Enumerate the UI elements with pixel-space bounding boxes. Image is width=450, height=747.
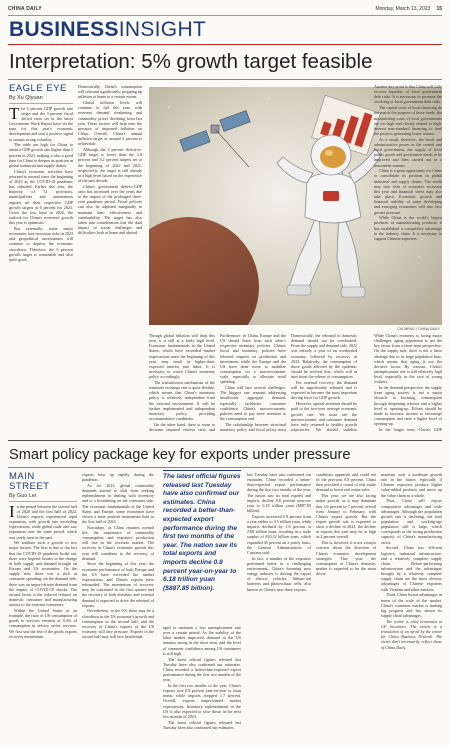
article2-column-6 <box>381 472 442 740</box>
paragraph: Since the beginning of this year, the economic performance of both Europe and the US have exceeded the market expectations, and China's exports have rebounded. The momentum of recovery may be continued in the first quarter and the recovery of both domestic and external demand is expected to drive the rebound of exports. <box>82 561 154 608</box>
paragraph: Although the 3 percent deficit-to-GDP target is lower than the 2.8 percent and 3.2 percent targets set at the beginning of 2022 and 2021, respectively, the target is still already at a high level based on the experience of the past decade. <box>78 147 142 183</box>
paragraph: Nevertheless, in the US, there may be a slowdown in the US economy's growth and consumption in the second half, and the recovery of China's exports of the US economy will face pressure. Exports in the second half may still face headwinds. <box>82 608 154 640</box>
paragraph: In the longer term, China's GDP <box>379 427 442 432</box>
paragraph: Furthermore, in China, Europe and the US should learn from each other's respective monetary policies. China's fiscal and monetary policies have released impacts on production and investment, while the Europe and the US have done more to mobilize consumption on a macroeconomic scale, especially to alleviate retail spending. <box>220 333 286 385</box>
paragraph: aged to maintain a low unemployment rate over a certain period. As the stability of the labor market improved, demand in the US remains strong in the short term, and the level of consumer confidence among US consumers is still high. <box>163 625 241 656</box>
paragraph: China is a great opportunity for China to consolidate its position in global industrial and supply chains. The world may face risks of economic recession this year and financial stress may also take place. Economic growth and financial stability of some developing and emerging economies will also face greater pressure. <box>374 168 442 215</box>
drop-cap: T <box>9 103 20 123</box>
kicker-rule <box>9 501 77 502</box>
article2-column-5 <box>316 472 376 740</box>
paragraph: As for 2023, global commodity demands started to shift from seeking replenishment to dealing with inventory and to a broadening on the consumer side. The economic fundamentals of the United States and Europe, some economies have shown a more positive momentum than in the first half of 2022. <box>82 482 154 524</box>
paragraph: However, special attention should be paid to the two-year average economic growth rate. We must see the macroeconomic and consumer demand have truly returned to healthy growth trajectories. We should stabilize <box>291 401 357 432</box>
paragraph: For external recovery, the demand will be significantly released and is expected to become the most important driving force for GDP growth. <box>291 380 357 401</box>
paragraph: As a result, therefore, the fiscal and administrative power in the central and local government, the supply of local public goods and governance needs to be improved and then carried out in a reasonable manner. <box>374 136 442 168</box>
section-rule <box>8 44 442 45</box>
paragraph: In fact, a number of the exporters performed better in a challenging environment. China's booming new energy industry is driving the export of electric vehicles, lithium-ion batteries and photovoltaic cells, also known as China's new three exports. <box>247 555 311 592</box>
paragraph: experts bear up rapidly during the pandemic. <box>82 472 154 483</box>
article1-column-5 <box>291 333 357 433</box>
paragraph: The transmission mechanism of the renminbi exchange rate is quite flexible, which means that China's monetary policy is relatively independent from the external environment. It will be further implemented and independent monetary policy, providing accommodative conditions. <box>149 380 215 422</box>
author-note: The writer is chief economist at GF Securities. The article is a translation of an op-ed by the writer for China Business Network. The views don't necessarily reflect those of China Daily. <box>381 618 442 650</box>
paragraph: n the period between the second half of 2020 and the first half of 2022, China's exports experienced rapid expansion, with growth rate exceeding expectations, while global trade also saw expansion over the same period, which was rarely seen in the past. <box>9 503 77 540</box>
paragraph: The capital costs of local financing do not match the purpose of those funds, the mismatching costs of local governments are too high and closely related to high-interest non-standard financing to fund the projects generating lower returns. <box>374 105 442 136</box>
article2-column-3 <box>163 625 241 740</box>
paragraph: In the demand perspective, the supply from aging society is not a major obstacle to boosting consumption through deepening reforms and a higher level of opening-up. Efforts should be made to increase income to encourage consumption and raise a higher level of opening-up. <box>374 385 442 427</box>
paragraph: conditions appeared, and could not fit the previous 0.8 percent. China then provided a round of real estate demand to boost real estate sales. <box>316 472 376 493</box>
paragraph: The odds are high for China to attain a GDP growth rate higher than 5 percent in 2023, making it also a good time for China to deepen its position in global industrial and supply chains. <box>9 142 73 168</box>
paragraph: This is, however, it is not a major concern about the direction of China's economic development strategies. This year, the consumption of China's domestic market is expected to be the main driver. <box>316 540 376 577</box>
paragraph: he 5 percent GDP growth rate target and the 3 percent fiscal deficit ratio set in the latest Government Work Report have set the tone for this year's economic development and sent a positive signal to sustain strong volatility. <box>9 105 73 142</box>
section-title-light: INSIGHT <box>118 18 207 41</box>
article1-column-7 <box>374 333 442 433</box>
issue-date: Monday, March 13, 2023 <box>375 6 431 12</box>
paragraph: Though global inflation will drop this year, it is still at a fairly high level. Economic fundamentals in the United States, which have exceeded market expectations since the beginning of this year, may result in higher-than-expected interest rate hikes. It is necessary to watch China's monetary policy accordingly. <box>149 333 215 380</box>
paragraph: Domestically, China's consumption will rebound significantly, propping up inflation at home to a certain extent. <box>78 84 142 100</box>
paragraph: The latest official figures released last Tuesday have also confirmed our estimates. <box>163 719 241 730</box>
byline: By Guo Lei <box>9 493 37 499</box>
main-headline: Interpretation: 5% growth target feasible <box>9 50 373 73</box>
paragraph: While China is the world's largest producer of manufacturing products, it has established a competitive advantage in the industry chain. It is necessary to support Chinese exporters. <box>374 215 442 241</box>
paragraph: China's economic activities have returned to normal since the beginning of 2023 as the COVID-19 pandemic has subsided. Earlier this year, the majority of 31 provinces, municipalities and autonomous regions set their respective GDP growth targets at 6 percent for 2023. Given the low base in 2022, the outlook for China's economic growth this year is optimistic. <box>9 168 73 226</box>
article1-column-2 <box>78 84 142 432</box>
paragraph: Thus, China still enjoys comparative advantages and wide advantages. Although the population growth rate is declining, the total population and working-age population still is large, which corresponds to the strong production capacity of China's manufacturing sector. <box>381 498 442 545</box>
paragraph: Another key point is that China will fully recover liquidity of local government debt risks. It is necessary to promote the resolving of local government debt risks. <box>374 84 442 105</box>
paragraph: last Tuesday have also confirmed our estimates. China recorded a better-than-expected export performance during the first two months of the year. The nation saw its total exports and imports decline 0.8 percent year-on-year to 6.18 trillion yuan ($887.85 billion). <box>247 472 311 514</box>
paragraph: Exports increased 0.9 percent from a year earlier to 3.5 trillion yuan, while imports declined by 1.6 percent to 2.68 trillion yuan, resulting in a trade surplus of 810.32 billion yuan, which expanded 45 percent on a yearly basis, the General Administration of Customs said. <box>247 513 311 555</box>
paragraph: Global inflation levels will continue to fall this year, with overseas demand weakening and commodity prices declining from last year. These factors will help ease the pressure of imported inflation on China. Overall, China's annual inflation target of around 3 percent is achievable. <box>78 100 142 147</box>
section-title-bold: BUSINESS <box>9 18 119 41</box>
paragraph: Second, China has efficient logistics, industrial infrastructure, and a relatively complete supply chain. Before-performing infrastructure and the advantages brought by a relatively complete supply chain are the most obvious advantages of Chinese exporters with Vietnam and other markets. <box>381 545 442 592</box>
drop-cap: I <box>9 501 15 521</box>
paragraph: Third, China boasts advantages in terms of the scale of the market. China's consumer market is making big progress and has shown its supply chain advantages. <box>381 592 442 618</box>
paragraph: The relationship between structural monetary policy and fiscal policy must <box>220 421 286 432</box>
headline-rule <box>8 79 442 80</box>
article-divider <box>8 440 442 441</box>
paragraph: China will face several challenges. The biggest one remains addressing insufficient aggregate demand, especially lackluster consumer confidence. China's macroeconomic policies need to pay more attention to the consumption end. <box>220 385 286 422</box>
paragraph: This year, we are also facing major growth, as it may dominate that 3.6 percent to 7 percent overall from January to February, with China's export growth. But the export growth rate is expected to show a decline in 2023, the decline in exports this year may be as high as 2 percent overall. <box>316 493 376 540</box>
paragraph: The latest official figures released last Tuesday have also confirmed our estimates. China recorded a better-than-expected export performance during the first two months of the year. <box>163 656 241 683</box>
page-number: 15 <box>436 6 442 12</box>
column-kicker: EAGLE EYE <box>9 84 67 94</box>
paragraph: Nowadays, as China resumes normal life, the importance of commodity consumption, and exporters' production will rise in the overseas market. The recovery in China's economic growth this year will contribute to the recovery of demand. <box>82 524 154 561</box>
second-headline: Smart policy package key for exports under pressure <box>9 447 351 463</box>
article1-column-4 <box>220 333 286 433</box>
paragraph: maintain such a moderate growth rate in the future, especially if Chinese exporters produce higher value-added products and move up the value chain as a whole. <box>381 472 442 498</box>
paragraph: While China's economy is facing major challenges, aging population is not the key factor from a short-term perspective. On the supply side, there is not a labor shortage due to its large population base, which means that aging is not the decisive factor. By contrast, China's unemployment rate is still relatively high level, especially in the case of young workers. <box>374 333 442 385</box>
article2-column-2 <box>82 472 154 740</box>
article2-column-1 <box>9 472 77 740</box>
publication-name: CHINA DAILY <box>8 6 42 12</box>
paragraph: Within the United States as an example, the ratio of US consumption of goods to services remains at 0.4% of consumption in service sector services. We first saw the rise of the goods exports recovery momentum. <box>9 607 77 639</box>
article1-column-3 <box>149 333 215 433</box>
pullquote-rule-top <box>163 470 241 471</box>
masthead-bar <box>8 3 442 16</box>
paragraph: But externally, some major economies face recession risks in 2023 and geopolitical uncertainties will continue to depress the economic slowdown. Therefore, the 5 percent growth target is reasonable and also quite good. <box>9 225 73 262</box>
column-kicker: MAIN STREET <box>9 472 50 492</box>
paragraph: In the first two months of the year, China's exports rose 0.9 percent year-on-year in yuan terms, while imports dropped 1.7 percent. Overall, exports outperformed market expectations. Inventory replenishment in the US is also expected to slow down in the next few months of 2023. <box>163 682 241 719</box>
paragraph: We attribute such a growth to two major factors. The first is due to the fact that the COVID-19 pandemic broke out, there were hopeful booms in the change in both supply and demand brought on Europe and US economies. On the supply side, there was a shift in consumer spending; on the demand side, there was an import-driven demand from the impact of COVID-19 shocks. The second factor is the reduced reliance on domestic consumer and manufacturing sectors to the external consumers. <box>9 540 77 608</box>
paragraph: On the other hand, there is room to decrease required reserve ratio and <box>149 421 215 432</box>
paragraph: Domestically, the rebound in domestic demand should not be overlooked. From the supply and demand side, 2022 was entirely a year of an overheated economy, followed by recovery in 2023. Relatively, the consumption of those goods affected by the epidemic should be revived first, which will in turn boost the release of consumption. <box>291 333 357 380</box>
headline2-rule <box>8 467 442 468</box>
article2-column-4 <box>247 472 311 740</box>
byline: By Xu Qiyuan <box>9 95 43 101</box>
article1-column-6 <box>374 84 442 324</box>
section-title <box>9 19 206 40</box>
photo-credit: CAI MENG / CHINA DAILY <box>397 327 440 331</box>
pull-quote: The latest official figures released last Tuesday have also confirmed our estimates. China recorded a better-than-expected export performance during the first two months of the year. The nation saw its total exports and imports decline 0.8 percent year-on-year to 6.18 trillion yuan ($887.85 billion). <box>163 473 241 592</box>
article1-column-1 <box>9 84 73 432</box>
paragraph: China's government debt-to-GDP ratio has increased over the years due to the impact of the prolonged three-year pandemic period. Fiscal policies can also be adjusted marginally to maintain their effectiveness and sustainability. The target has also taken into consideration that the dual impact of social challenges and difficulties both at home and abroad. <box>78 183 142 236</box>
